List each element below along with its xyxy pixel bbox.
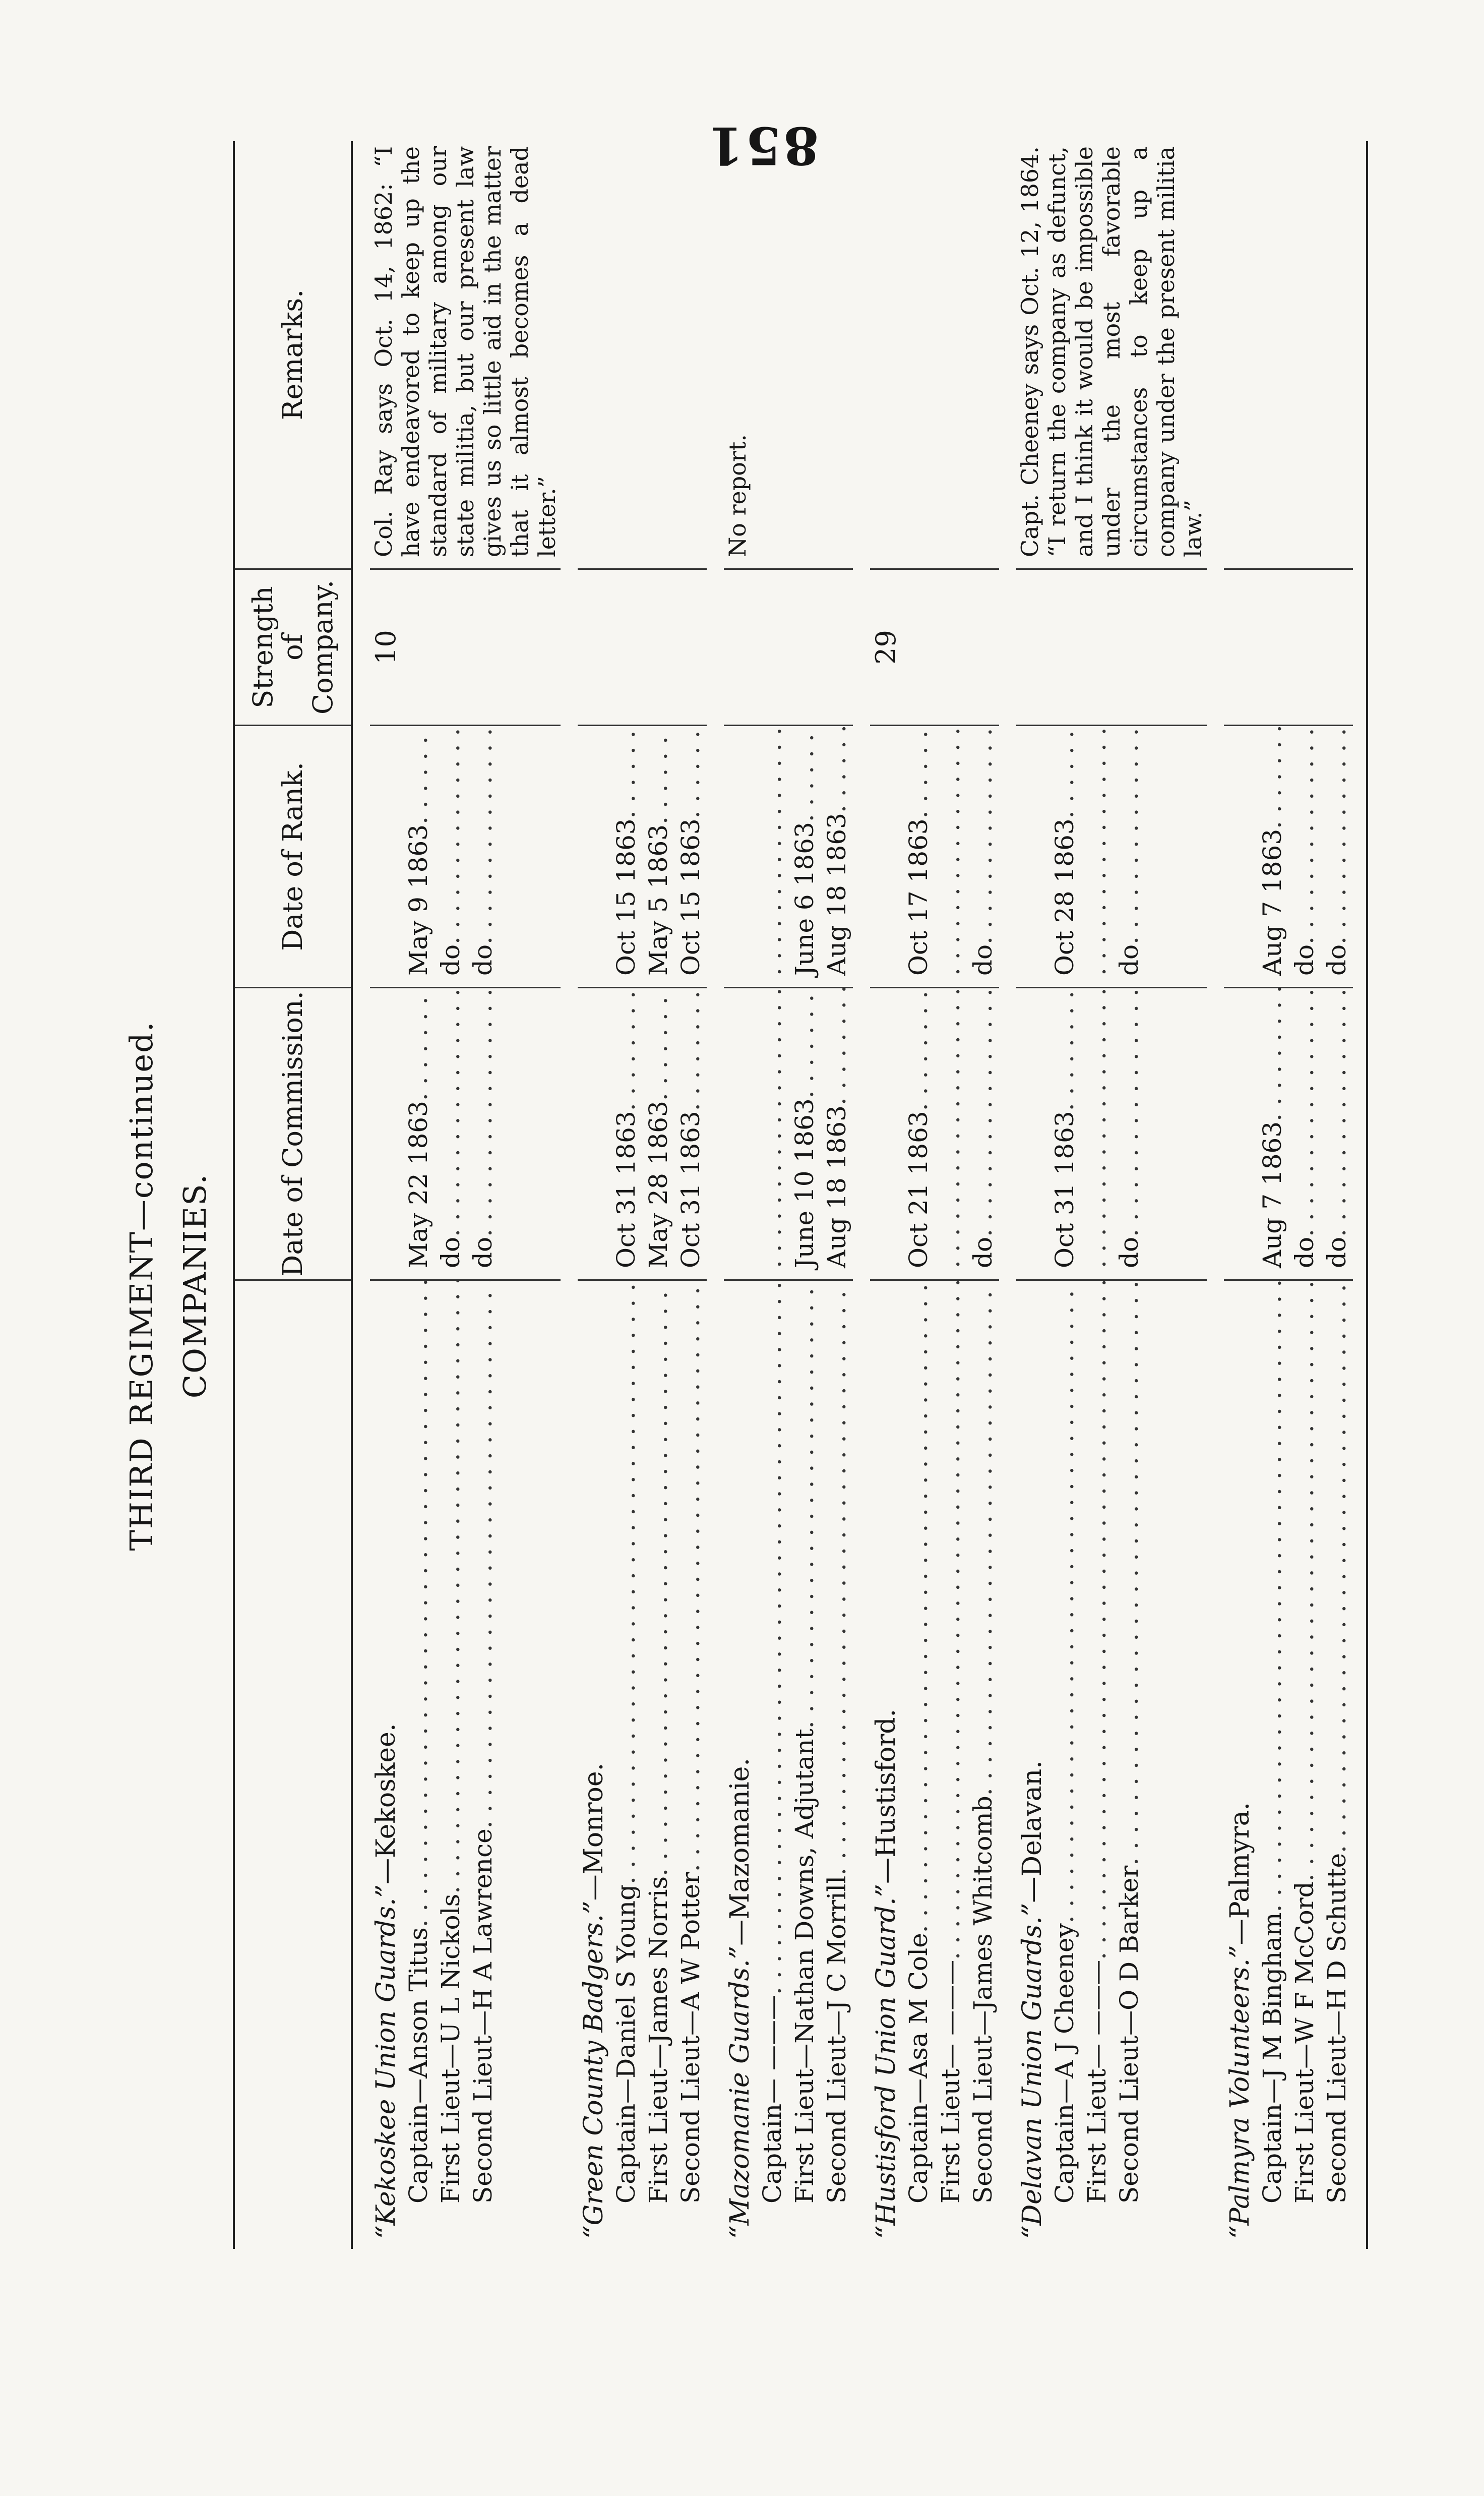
commission-value: do	[968, 1236, 998, 1268]
company-name	[370, 1281, 402, 2249]
remarks-cell	[370, 141, 561, 570]
company-place: —Mazomanie.	[725, 1758, 755, 1946]
header-date-of-rank: Date of Rank.	[235, 726, 351, 988]
officer-name: First Lieut—U L Nickols	[436, 1893, 465, 2204]
remarks-cell	[870, 141, 999, 570]
rank-cell	[1016, 726, 1207, 988]
company-officers-cell	[724, 1281, 853, 2249]
dot-leader	[642, 726, 674, 824]
commission-cell	[724, 988, 853, 1281]
strength-value: 29	[870, 630, 902, 665]
strength-cell	[870, 570, 999, 726]
officer-line	[756, 1281, 788, 2249]
rank-value: do	[1322, 944, 1351, 976]
officer-name: Second Lieut—James Whitcomb	[968, 1796, 998, 2204]
rank-date	[1081, 726, 1113, 976]
officer-line	[1048, 1281, 1081, 2249]
rank-date	[435, 726, 467, 976]
officer-name: Captain—J M Bingham	[1258, 1912, 1287, 2204]
remarks-text: No report.	[724, 434, 751, 557]
company-row	[1224, 141, 1353, 2249]
commission-date	[788, 988, 821, 1268]
company-name	[1224, 1281, 1256, 2249]
commission-date	[967, 988, 999, 1268]
dot-leader	[467, 726, 499, 944]
officer-line	[1113, 1281, 1145, 2249]
officer-name: Captain—Asa M Cole	[904, 1933, 933, 2204]
rank-date	[1288, 726, 1321, 976]
officer-line	[402, 1281, 435, 2249]
company-name	[724, 1281, 756, 2249]
dot-leader	[1321, 988, 1353, 1237]
dot-leader	[402, 726, 435, 824]
rank-value: Oct 15 1863	[676, 818, 705, 976]
dot-leader	[1113, 1281, 1145, 1866]
rank-date	[935, 726, 967, 976]
officer-name: First Lieut— ———	[936, 1959, 965, 2204]
company-title: “Hustisford Union Guard.”	[871, 1883, 901, 2239]
commission-value: Oct 31 1863	[676, 1111, 705, 1268]
dot-leader	[967, 988, 999, 1237]
commission-date	[402, 988, 435, 1268]
commission-date	[1321, 988, 1353, 1268]
rank-date	[756, 726, 788, 976]
officer-name: Second Lieut—A W Potter	[676, 1872, 705, 2204]
commission-value: do	[1115, 1236, 1144, 1268]
dot-leader	[1288, 1281, 1321, 1881]
header-remarks: Remarks.	[235, 141, 351, 570]
dot-leader	[788, 1281, 821, 1729]
header-date-of-commission: Date of Commission.	[235, 988, 351, 1281]
dot-leader	[967, 726, 999, 944]
rank-date	[467, 726, 499, 976]
regiment-heading: THIRD REGIMENT—continued.	[123, 1021, 160, 1551]
dot-leader	[756, 1281, 788, 1995]
company-title: “Kekoskee Union Guards.”	[371, 1884, 401, 2239]
company-officers-cell	[370, 1281, 561, 2249]
rank-value: do	[1290, 944, 1319, 976]
dot-leader	[1081, 726, 1113, 976]
section-heading: COMPANIES.	[176, 1173, 213, 1399]
officer-name: Second Lieut—J C Morrill	[822, 1875, 851, 2204]
commission-value: Oct 31 1863	[611, 1111, 641, 1268]
dot-leader	[467, 988, 499, 1237]
remarks-cell	[1224, 141, 1353, 570]
rank-value: May 5 1863	[644, 824, 673, 976]
dot-leader	[467, 1281, 499, 1828]
commission-value: May 28 1863	[644, 1101, 673, 1268]
dot-leader	[821, 1281, 853, 1876]
company-place: —Hustisford.	[871, 1708, 901, 1884]
dot-leader	[1048, 988, 1081, 1111]
officer-name: Captain— ———	[758, 1994, 787, 2204]
officer-line	[610, 1281, 642, 2249]
strength-cell	[578, 570, 707, 726]
company-row	[578, 141, 707, 2249]
dot-leader	[902, 1281, 935, 1933]
strength-cell	[724, 570, 853, 726]
dot-leader	[610, 988, 642, 1111]
bottom-rule	[1366, 141, 1368, 2249]
dot-leader	[1256, 988, 1288, 1121]
dot-leader	[1256, 726, 1288, 829]
rank-cell	[870, 726, 999, 988]
commission-cell	[1224, 988, 1353, 1281]
remarks-cell	[578, 141, 707, 570]
company-officers-cell	[870, 1281, 999, 2249]
company-officers-cell	[1224, 1281, 1353, 2249]
officer-name: First Lieut— ———	[1082, 1959, 1111, 2204]
rank-date	[1113, 726, 1145, 976]
commission-date	[1081, 988, 1113, 1268]
companies-table	[233, 141, 1368, 2249]
commission-cell	[370, 988, 561, 1281]
commission-value: do	[1322, 1236, 1351, 1268]
rank-date	[967, 726, 999, 976]
rank-date	[610, 726, 642, 976]
commission-date	[902, 988, 935, 1268]
officer-line	[935, 1281, 967, 2249]
rank-value: do	[968, 944, 998, 976]
officer-line	[967, 1281, 999, 2249]
commission-date	[821, 988, 853, 1268]
rank-value: May 9 1863	[404, 824, 433, 976]
strength-cell	[1016, 570, 1207, 726]
rank-date	[674, 726, 707, 976]
remarks-cell	[1016, 141, 1207, 570]
dot-leader	[788, 988, 821, 1098]
dot-leader	[435, 726, 467, 944]
dot-leader	[1321, 1281, 1353, 1853]
rank-value: Aug 18 1863	[822, 813, 851, 976]
officer-line	[788, 1281, 821, 2249]
commission-date	[610, 988, 642, 1268]
dot-leader	[821, 726, 853, 813]
commission-date	[435, 988, 467, 1268]
rank-value: do	[468, 944, 498, 976]
table-header	[233, 141, 353, 2249]
officer-name: First Lieut—W F McCord	[1290, 1881, 1319, 2204]
dot-leader	[610, 726, 642, 818]
commission-date	[1256, 988, 1288, 1268]
dot-leader	[1048, 726, 1081, 818]
dot-leader	[642, 1281, 674, 1876]
dot-leader	[935, 988, 967, 1268]
officer-name: Second Lieut—O D Barker	[1115, 1865, 1144, 2204]
company-row	[370, 141, 561, 2249]
company-title: “Delavan Union Guards.”	[1017, 1903, 1047, 2239]
commission-date	[642, 988, 674, 1268]
dot-leader	[788, 726, 821, 822]
dot-leader	[902, 988, 935, 1111]
commission-date	[674, 988, 707, 1268]
rank-cell	[1224, 726, 1353, 988]
officer-name: Second Lieut—H D Schutte	[1322, 1853, 1351, 2204]
rank-cell	[724, 726, 853, 988]
dot-leader	[402, 1281, 435, 1927]
dot-leader	[935, 726, 967, 976]
rank-date	[402, 726, 435, 976]
officer-line	[821, 1281, 853, 2249]
company-row	[724, 141, 853, 2249]
dot-leader	[821, 988, 853, 1105]
dot-leader	[674, 1281, 707, 1872]
dot-leader	[402, 988, 435, 1101]
dot-leader	[967, 1281, 999, 1796]
company-officers-cell	[1016, 1281, 1207, 2249]
officer-line	[902, 1281, 935, 2249]
officer-line	[1256, 1281, 1288, 2249]
rank-value: Oct 15 1863	[611, 818, 641, 976]
rank-value: June 6 1863	[790, 822, 819, 976]
dot-leader	[1288, 726, 1321, 944]
dot-leader	[1048, 1281, 1081, 1923]
rank-cell	[578, 726, 707, 988]
dot-leader	[1113, 988, 1145, 1237]
officer-name: Captain—Anson Titus	[404, 1927, 433, 2204]
dot-leader	[756, 726, 788, 976]
officer-line	[435, 1281, 467, 2249]
company-name	[870, 1281, 902, 2249]
commission-date	[756, 988, 788, 1268]
rank-date	[788, 726, 821, 976]
dot-leader	[610, 1281, 642, 1884]
officer-line	[674, 1281, 707, 2249]
dot-leader	[935, 1281, 967, 1960]
commission-value: do	[468, 1236, 498, 1268]
officer-name: Captain—Daniel S Young	[611, 1884, 641, 2204]
commission-date	[1113, 988, 1145, 1268]
dot-leader	[642, 988, 674, 1101]
dot-leader	[435, 1281, 467, 1894]
company-name	[578, 1281, 610, 2249]
company-title: “Palmyra Volunteers.”	[1225, 1945, 1255, 2239]
company-name	[1016, 1281, 1048, 2249]
rank-value: do	[436, 944, 465, 976]
commission-cell	[870, 988, 999, 1281]
header-company	[235, 1281, 351, 2249]
commission-cell	[578, 988, 707, 1281]
commission-date	[1048, 988, 1081, 1268]
commission-date	[467, 988, 499, 1268]
dot-leader	[1321, 726, 1353, 944]
company-officers-cell	[578, 1281, 707, 2249]
dot-leader	[1081, 988, 1113, 1268]
officer-name: First Lieut—Nathan Downs, Adjutant	[790, 1729, 819, 2204]
company-place: —Delavan.	[1017, 1760, 1047, 1903]
dot-leader	[756, 988, 788, 1268]
page-number: 851	[706, 115, 819, 175]
commission-value: Aug 18 1863	[822, 1105, 851, 1268]
company-title: “Mazomanie Guards.”	[725, 1945, 755, 2239]
remarks-text: Col. Ray says Oct. 14, 1862: “I have endeavored to keep up the standard of military among our state militia, but our present law gives us so little aid in the matter that it almost becomes a dead letter.”	[370, 146, 561, 557]
rank-date	[902, 726, 935, 976]
dot-leader	[1113, 726, 1145, 944]
officer-line	[1321, 1281, 1353, 2249]
rank-cell	[370, 726, 561, 988]
rank-date	[1048, 726, 1081, 976]
rank-date	[1256, 726, 1288, 976]
commission-value: June 10 1863	[790, 1098, 819, 1268]
commission-value: do	[1290, 1236, 1319, 1268]
rank-value: Oct 17 1863	[904, 818, 933, 976]
commission-cell	[1016, 988, 1207, 1281]
commission-value: May 22 1863	[404, 1101, 433, 1268]
dot-leader	[674, 726, 707, 818]
company-title: “Green County Badgers.”	[579, 1900, 609, 2239]
dot-leader	[1256, 1281, 1288, 1912]
officer-line	[467, 1281, 499, 2249]
dot-leader	[1288, 988, 1321, 1237]
officer-line	[642, 1281, 674, 2249]
rank-date	[1321, 726, 1353, 976]
dot-leader	[1081, 1281, 1113, 1960]
commission-value: Aug 7 1863	[1258, 1121, 1287, 1268]
rank-date	[642, 726, 674, 976]
header-strength: Strength of Company.	[235, 570, 351, 726]
company-row	[870, 141, 999, 2249]
commission-value: Oct 31 1863	[1050, 1111, 1079, 1268]
rank-value: do	[1115, 944, 1144, 976]
rank-value: Oct 28 1863	[1050, 818, 1079, 976]
strength-cell	[370, 570, 561, 726]
dot-leader	[435, 988, 467, 1237]
table-body	[370, 141, 1353, 2249]
commission-date	[1288, 988, 1321, 1268]
rank-date	[821, 726, 853, 976]
dot-leader	[902, 726, 935, 818]
dot-leader	[674, 988, 707, 1111]
strength-value: 10	[370, 630, 402, 665]
officer-line	[1288, 1281, 1321, 2249]
officer-line	[1081, 1281, 1113, 2249]
rank-value: Aug 7 1863	[1258, 828, 1287, 976]
commission-value: Oct 21 1863	[904, 1111, 933, 1268]
officer-name: First Lieut—James Norris	[644, 1876, 673, 2204]
company-place: —Palmyra.	[1225, 1802, 1255, 1945]
commission-value: do	[436, 1236, 465, 1268]
commission-date	[935, 988, 967, 1268]
remarks-text: Capt. Cheeney says Oct. 12, 1864. “I return the company as defunct, and I think it would be impossible under the most favorable circumstances to keep up a company under the present militia law.”	[1016, 146, 1207, 557]
officer-name: Captain—A J Cheeney	[1050, 1923, 1079, 2204]
company-place: —Kekoskee.	[371, 1723, 401, 1884]
remarks-cell	[724, 141, 853, 570]
company-place: —Monroe.	[579, 1762, 609, 1901]
officer-name: Second Lieut—H A Lawrence	[468, 1828, 498, 2204]
company-row	[1016, 141, 1207, 2249]
strength-cell	[1224, 570, 1353, 726]
